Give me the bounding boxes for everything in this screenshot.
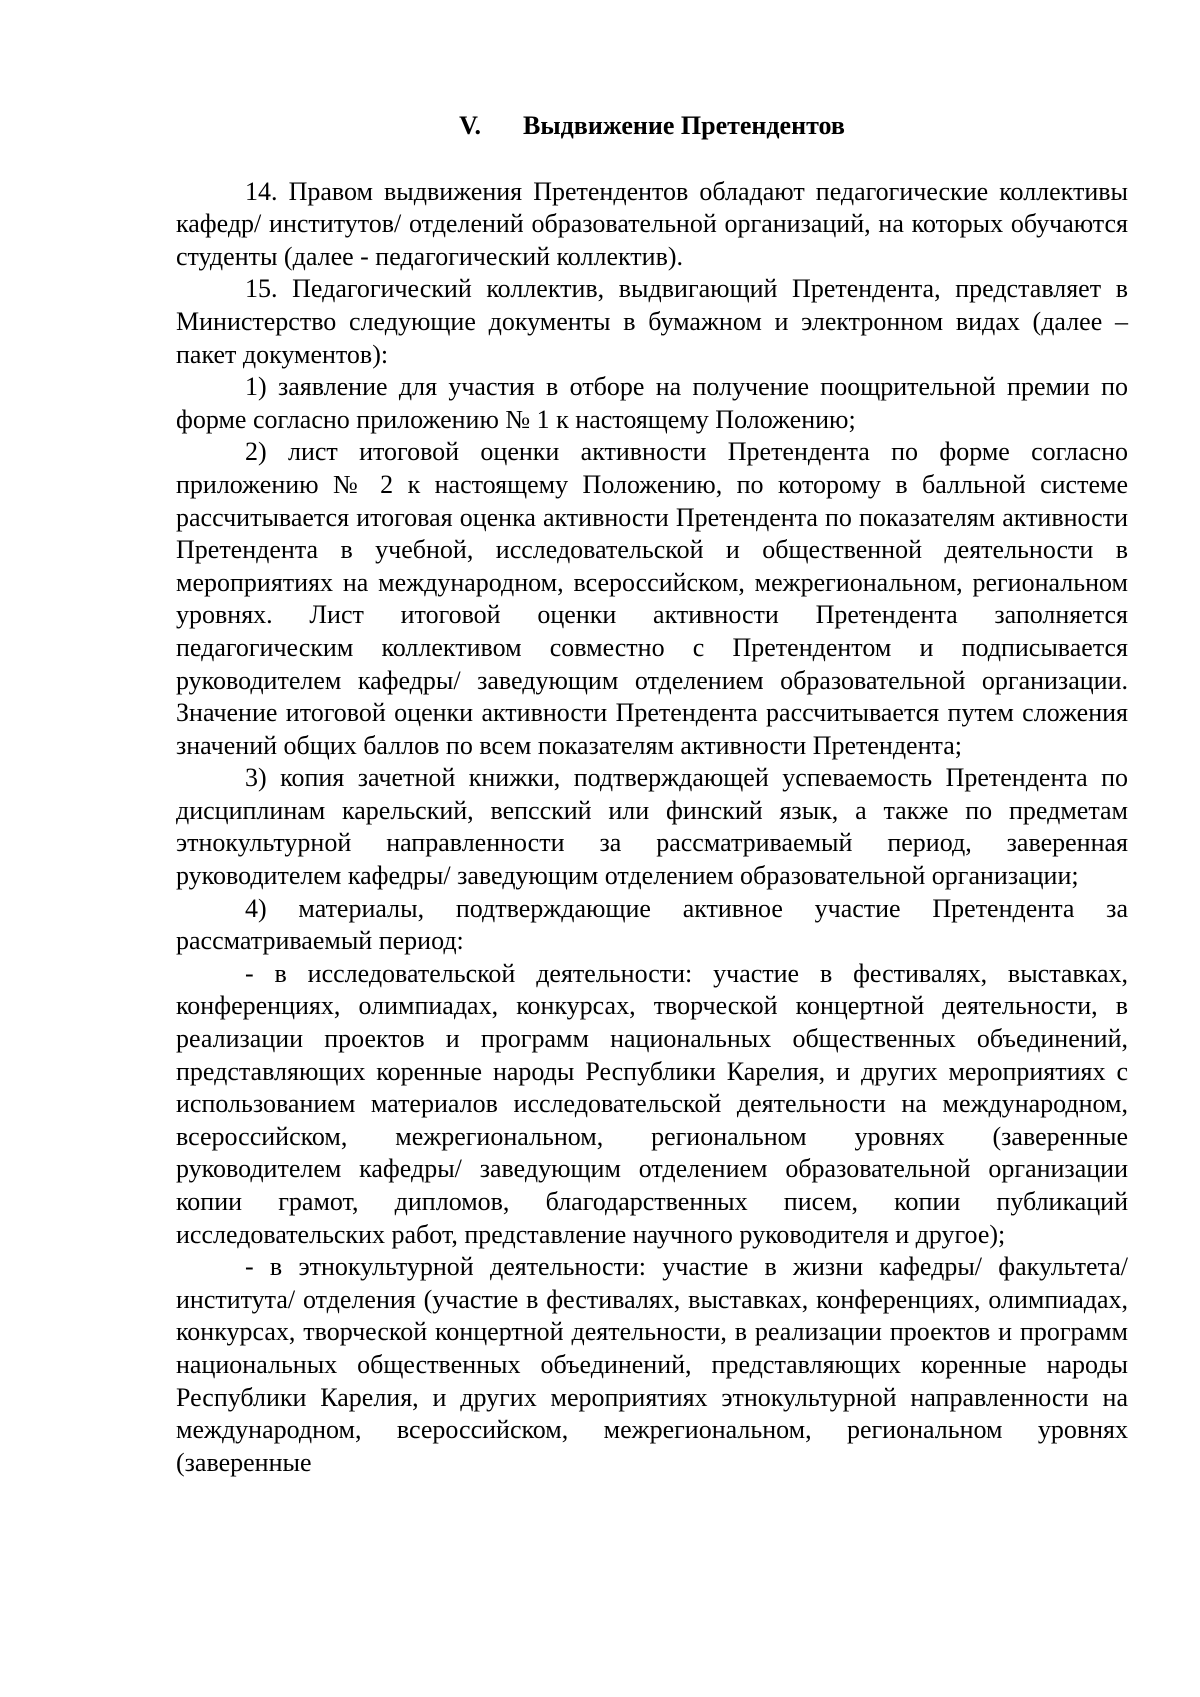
section-heading: [176, 110, 1128, 143]
section-number: V.: [459, 111, 482, 140]
sub-item-ethnocultural: - в этнокультурной деятельности: участие в жизни кафедры/ факультета/ института/ отделения (участие в фестивалях, выставках, конференциях, олимпиадах, конкурсах, творческой концертной деятельности, в реализации проектов и программ национальных общественных объединений, представляющих коренные народы Республики Карелия, и других мероприятиях этнокультурной направленности на международном, всероссийском, межрегиональном, региональном уровнях (заверенные: [176, 1252, 1128, 1477]
document-body: [176, 110, 1128, 1479]
section-title: Выдвижение Претендентов: [523, 111, 845, 140]
sub-item-research: - в исследовательской деятельности: участие в фестивалях, выставках, конференциях, олимпиадах, конкурсах, творческой концертной деятельности, в реализации проектов и программ национальных общественных объединений, представляющих коренные народы Республики Карелия, и других мероприятиях с использованием материалов исследовательской деятельности на международном, всероссийском, межрегиональном, региональном уровнях (заверенные руководителем кафедры/ заведующим отделением образовательной организации копии грамот, дипломов, благодарственных писем, копии публикаций исследовательских работ, представление научного руководителя и другое);: [176, 958, 1128, 1249]
list-item-1: 1) заявление для участия в отборе на получение поощрительной премии по форме согласно приложению № 1 к настоящему Положению;: [176, 372, 1128, 434]
list-item-4: 4) материалы, подтверждающие активное участие Претендента за рассматриваемый период:: [176, 893, 1128, 956]
list-item-3: 3) копия зачетной книжки, подтверждающей успеваемость Претендента по дисциплинам карельский, вепсский или финский язык, а также по предметам этнокультурной направленности за рассматриваемый период, заверенная руководителем кафедры/ заведующим отделением образовательной организации;: [176, 763, 1128, 891]
paragraph-14: 14. Правом выдвижения Претендентов обладают педагогические коллективы кафедр/ институтов/ отделений образовательной организаций, на которых обучаются студенты (далее - педагогический коллектив).: [176, 176, 1128, 271]
paragraph-15: 15. Педагогический коллектив, выдвигающий Претендента, представляет в Министерство следующие документы в бумажном и электронном видах (далее – пакет документов):: [176, 274, 1128, 369]
list-item-2: 2) лист итоговой оценки активности Претендента по форме согласно приложению № 2 к настоящему Положению, по которому в балльной системе рассчитывается итоговая оценка активности Претендента по показателям активности Претендента в учебной, исследовательской и общественной деятельности в мероприятиях на международном, всероссийском, межрегиональном, региональном уровнях. Лист итоговой оценки активности Претендента заполняется педагогическим коллективом совместно с Претендентом и подписывается руководителем кафедры/ заведующим отделением образовательной организации. Значение итоговой оценки активности Претендента рассчитывается путем сложения значений общих баллов по всем показателям активности Претендента;: [176, 437, 1128, 760]
